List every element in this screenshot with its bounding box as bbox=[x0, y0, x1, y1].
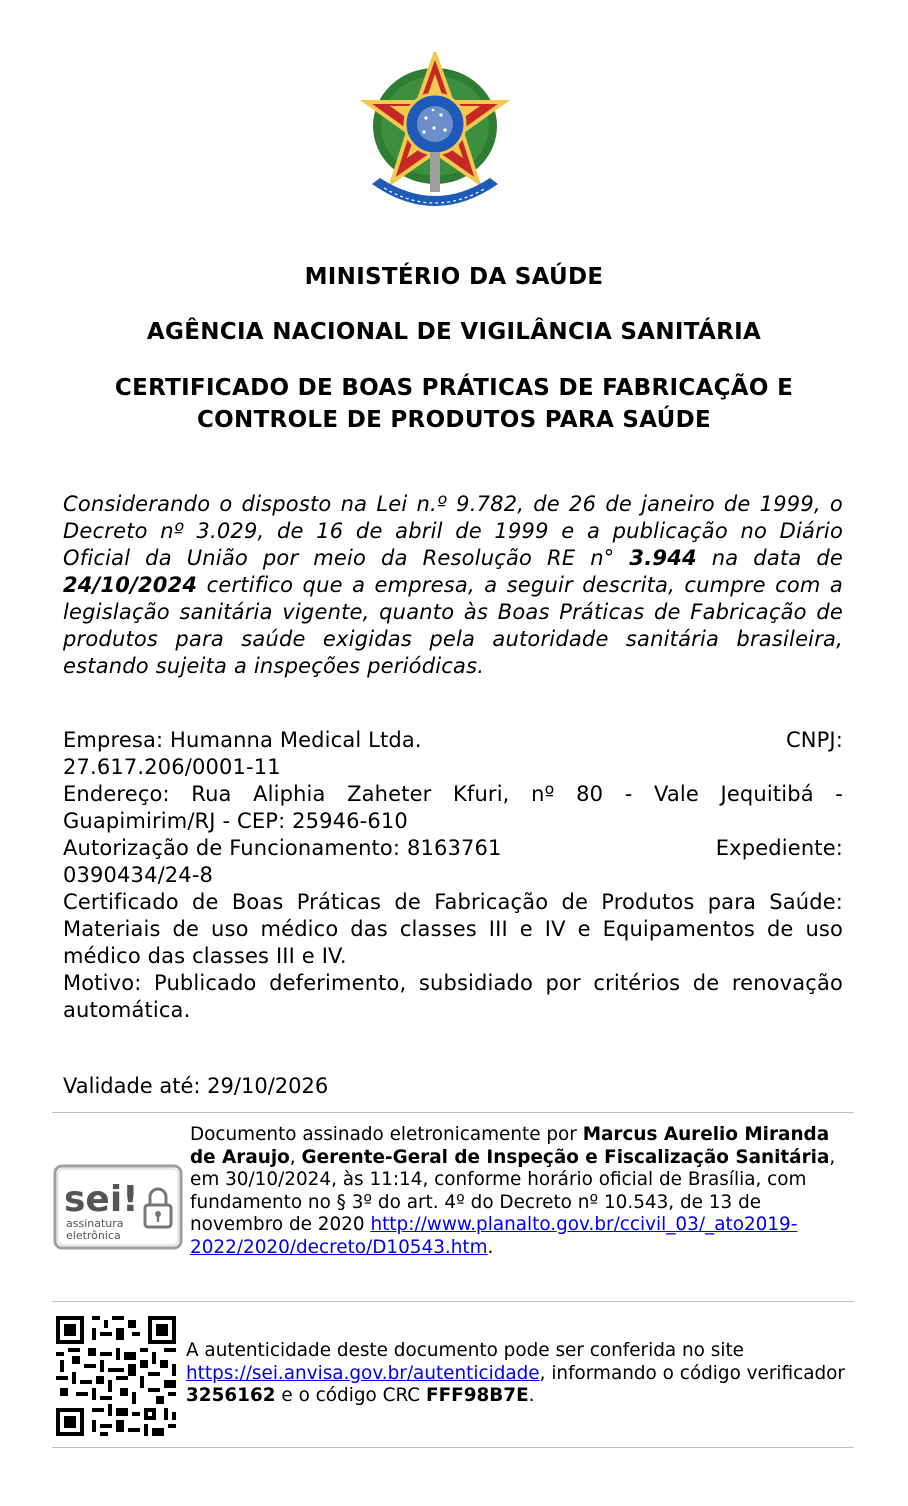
company-row bbox=[63, 727, 843, 754]
signer-role: Gerente-Geral de Inspeção e Fiscalização Sanitária bbox=[301, 1146, 830, 1168]
authenticity-end: . bbox=[528, 1385, 535, 1407]
certificate-scope: Certificado de Boas Práticas de Fabricação de Produtos para Saúde: Materiais de uso médico das classes III e IV e Equipamentos de uso médico das classes III e IV. bbox=[63, 890, 843, 968]
coat-of-arms-emblem bbox=[344, 52, 526, 228]
signature-text-2: , em 30/10/2024, às 11:14, conforme horário oficial de Brasília, com fundamento no § 3º do art. 4º do Decreto nº 10.543, de 13 de novembro de 2020 bbox=[190, 1146, 836, 1236]
certificate-title-line-2: CONTROLE DE PRODUTOS PARA SAÚDE bbox=[196, 407, 712, 433]
authenticity-block bbox=[186, 1340, 846, 1408]
sei-logo-sub-2: eletrônica bbox=[66, 1229, 121, 1242]
company-name: Empresa: Humanna Medical Ltda. bbox=[63, 728, 422, 752]
company-address: Endereço: Rua Aliphia Zaheter Kfuri, nº 80 - Vale Jequitibá - Guapimirim/RJ - CEP: 25946-610 bbox=[63, 782, 843, 833]
publication-date: 24/10/2024 bbox=[63, 573, 198, 597]
intro-text-2: na data de bbox=[696, 546, 843, 570]
sei-logo-sub-1: assinatura bbox=[66, 1217, 124, 1230]
crc-code: FFF98B7E bbox=[426, 1385, 529, 1407]
signature-text-1: Documento assinado eletronicamente por bbox=[190, 1124, 583, 1145]
authenticity-text-2: , informando o código verificador bbox=[539, 1362, 845, 1384]
reason: Motivo: Publicado deferimento, subsidiado por critérios de renovação automática. bbox=[63, 971, 843, 1022]
signature-block bbox=[190, 1124, 850, 1260]
intro-text-3: certifico que a empresa, a seguir descrita, cumpre com a legislação sanitária vigente, quanto às Boas Práticas de Fabricação de produtos para saúde exigidas pela autoridade sanitária brasileira, estando sujeita a inspeções periódicas. bbox=[63, 573, 843, 678]
authenticity-text-3: e o código CRC bbox=[275, 1385, 426, 1407]
sei-signature-logo bbox=[52, 1163, 184, 1251]
authorization-row bbox=[63, 835, 843, 862]
ministry-heading: MINISTÉRIO DA SAÚDE bbox=[304, 264, 604, 290]
sei-logo-word: sei! bbox=[64, 1179, 139, 1220]
verifier-code: 3256162 bbox=[186, 1385, 276, 1407]
certificate-title-line-1: CERTIFICADO DE BOAS PRÁTICAS DE FABRICAÇÃO E bbox=[114, 375, 794, 401]
authorization-number: Autorização de Funcionamento: 8163761 bbox=[63, 836, 502, 860]
expediente-value: 0390434/24-8 bbox=[63, 863, 214, 887]
company-details bbox=[63, 727, 843, 1024]
divider bbox=[52, 1301, 854, 1302]
cnpj-label: CNPJ: bbox=[785, 728, 843, 752]
authenticity-link[interactable]: https://sei.anvisa.gov.br/autenticidade bbox=[186, 1362, 540, 1384]
validity-date: Validade até: 29/10/2026 bbox=[63, 1074, 329, 1098]
signer-name: Marcus Aurelio Miranda de Araujo bbox=[190, 1124, 830, 1168]
certificate-title bbox=[40, 372, 868, 436]
authenticity-text-1: A autenticidade deste documento pode ser conferida no site bbox=[186, 1340, 744, 1361]
qr-code[interactable] bbox=[52, 1312, 180, 1440]
signature-separator: , bbox=[289, 1146, 302, 1168]
decree-link[interactable]: http://www.planalto.gov.br/ccivil_03/_ato2019-2022/2020/decreto/D10543.htm bbox=[190, 1214, 798, 1258]
divider bbox=[52, 1447, 854, 1448]
intro-paragraph bbox=[63, 491, 843, 680]
divider bbox=[52, 1112, 854, 1113]
signature-end: . bbox=[487, 1236, 494, 1258]
resolution-number: 3.944 bbox=[629, 546, 697, 570]
expediente-label: Expediente: bbox=[715, 836, 843, 860]
cnpj-value: 27.617.206/0001-11 bbox=[63, 755, 281, 779]
agency-heading: AGÊNCIA NACIONAL DE VIGILÂNCIA SANITÁRIA bbox=[146, 319, 762, 345]
intro-text-1: Considerando o disposto na Lei n.º 9.782, de 26 de janeiro de 1999, o Decreto nº 3.029, de 16 de abril de 1999 e a publicação no Diário Oficial da União por meio da Resolução RE n° bbox=[63, 492, 843, 570]
